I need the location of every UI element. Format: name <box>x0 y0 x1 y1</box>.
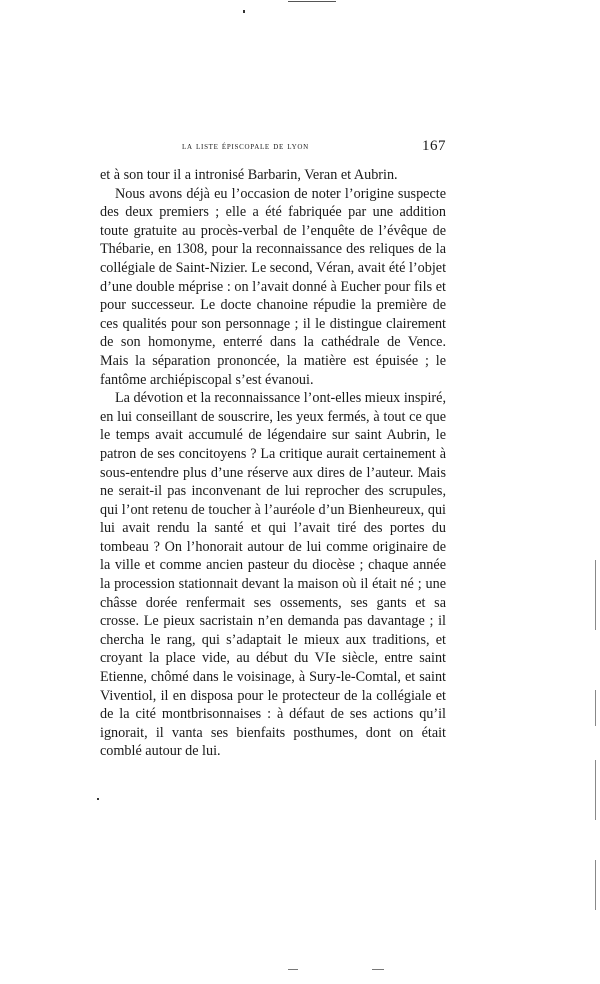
body-text <box>100 166 446 761</box>
running-title: la liste épiscopale de lyon <box>182 141 309 152</box>
right-margin-line <box>595 760 596 820</box>
paragraph: La dévotion et la reconnaissance l’ont-elles mieux inspiré, en lui conseillant de souscrire, les yeux fermés, à tout ce que le temps avait accumulé de légendaire sur saint Aubrin, le patron de ses concitoyens ? La critique aurait certainement à sous-entendre plus d’une réserve aux dires de l’auteur. Mais ne serait-il pas inconvenant de lui reprocher des scrupules, qui l’ont retenu de toucher à l’auréole d’un Bienheureux, qui lui avait rendu la santé et qui l’avait tiré des portes du tombeau ? On l’honorait autour de lui comme originaire de la ville et comme ancien pasteur du diocèse ; chaque année la procession stationnait devant la maison où il était né ; une châsse dorée renfermait ses ossements, ses gants et sa crosse. Le pieux sacristain n’en demanda pas davantage ; il chercha le rang, qui s’adaptait le mieux aux traditions, et croyant la place vide, au début du VIe siècle, entre saint Etienne, chômé dans le voisinage, à Sury-le-Comtal, et saint Viventiol, il en disposa pour le protecteur de la collégiale et de la cité montbrisonnaises : à défaut de ses actions qu’il ignorait, il vanta ses bienfaits posthumes, dont on était comblé autour de lui. <box>100 390 446 760</box>
paragraph: Nous avons déjà eu l’occasion de noter l’origine suspecte des deux premiers ; elle a été fabriquée par une addition toute gratuite au procès-verbal de l’enquête de l’évêque de Thébarie, en 1308, pour la reconnaissance des reliques de la collégiale de Saint-Nizier. Le second, Véran, avait été l’objet d’une double méprise : on l’avait donné à Eucher pour fils et pour successeur. Le docte chanoine répudie la première de ces qualités pour son personnage ; il le distingue clairement de son homonyme, enterré dans la cathédrale de Vence. Mais la séparation prononcée, la matière est épuisée ; le fantôme archiépiscopal s’est évanoui. <box>100 185 447 388</box>
right-margin-line <box>595 860 596 910</box>
ink-speck <box>97 798 99 800</box>
top-scan-rule <box>288 1 336 2</box>
bottom-scan-dash <box>372 969 384 970</box>
running-head <box>100 138 446 160</box>
right-margin-line <box>595 560 596 630</box>
right-margin-line <box>595 690 596 726</box>
bottom-scan-dash <box>288 969 298 970</box>
top-ink-dot <box>243 10 245 13</box>
paragraph: et à son tour il a intronisé Barbarin, Veran et Aubrin. <box>100 167 398 183</box>
page-number: 167 <box>422 138 446 154</box>
